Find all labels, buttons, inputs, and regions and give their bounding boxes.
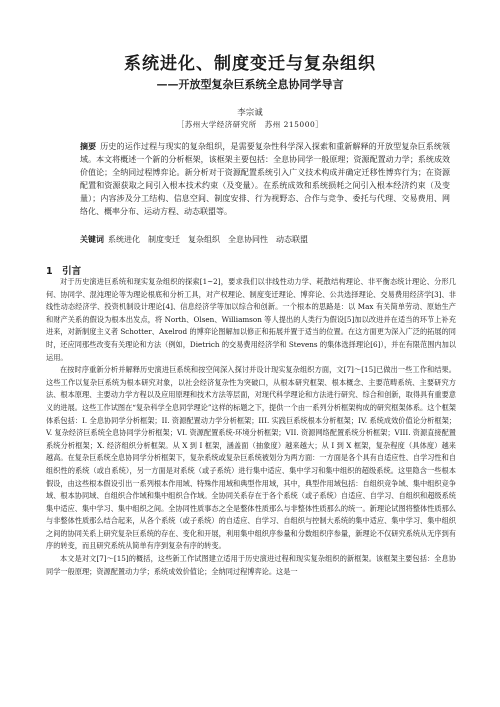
paper-title: 系统进化、制度变迁与复杂组织 (124, 54, 376, 74)
body-paragraph-1: 对于历史演进巨系统和现实复杂组织的探索[1~2]，要求我们以非线性动力学、耗散结构理论、非平衡态统计理论、分形几何、协同学、混沌理论等为理论根底和分析工具，对产权理论、制度变迁理论、博弈论、公共选择理论、交易费用经济学[3]、非线性动态经济学、投资机制设计理论[4]、信息经济学等加以综合和创新。一个根本的思路是：以 Max 有关简单劳动、原始生产和财产关系的假设为根本出发点，将 North、Olsen、Williamson 等人提出的人类行为假设[5]加以改进并在适当的环节上补充进来，对新制度主义者 Schotter、Axelrod 的博弈论图解加以修正和拓展并置于适当的位置。在这方面更为深入广泛的拓展的同时，还应同那些改变有关理论和方法（例如，Dietrich 的交易费用经济学和 Stevens 的集体选择理论[6]），并在有限范围内加以运用。 (46, 277, 456, 362)
abstract-text: 历史的运作过程与现实的复杂组织，是需要复杂性科学深入探索和重新解释的开放型复杂巨系统领域。本文将概述一个新的分析框架，该框架主要包括：全息协同学一般原理；资源配置动力学；系统成效价值论；全纳同过程博弈论。新分析对于资源配置系统引入广义技术构成并确定迁移性博弈行为；在资源配置和资源获取之间引入根本技术约束（及变量）。在系统成效和系统损耗之间引入根本经济约束（及变量）；内容涉及分工结构、信息空间、制度安排、行为视野态、合作与竞争、委托与代理、交易费用、网络化、概率分布、运动方程、动态联盟等。 (80, 142, 451, 216)
section-body (46, 276, 456, 578)
author-affiliation: ［苏州大学经济研究所 苏州 215000］ (176, 120, 324, 129)
paper-subtitle: ——开放型复杂巨系统全息协同学导言 (156, 78, 344, 91)
body-paragraph-2: 在按时序重新分析并解释历史演进巨系统和按空间深入探讨并设计现实复杂组织方面，文[7]～[15]已做出一些工作和结果。这些工作以复杂巨系统为根本研究对象，以社会经济复杂性为突破口，从根本研究框架、根本概念、主要范畴系统、主要研究方法、根本原理、主要动力学方程以及应用原理和技术方法等层面，对现代科学理论和方法进行研究、综合和创新，取得具有重要意义的进展。这些工作试图在“复杂科学全息同学理论”这样的标题之下，提供一个由一系列分析框架构成的研究框架体系。这个框架体系包括：I. 全息协同学分析框架；II. 资源配置动力学分析框架；III. 实践巨系统根本分析框架；IV. 系统成效价值论分析框架；V. 复杂经济巨系统全息协同学分析框架；VI. 资源配置系统-环境分析框架；VII. 资源网络配置系统分析框架；VIII. 资源直接配置系统分析框架；X. 经济组织分析框架。从 X 到 I 框架，涵盖面（抽象度）越来越大；从 I 到 X 框架，复杂程度（具体度）越来越高。在复杂巨系统全息协同学分析框架下，复杂系统或复杂巨系统被划分为两方面：一方面是各个具有自适应性、自学习性和自组织性的系统（或自系统），另一方面是对系统（或子系统）进行集中适应、集中学习和集中组织的超级系统。这里隐含一些根本假设，由这些根本假设引出一系列根本作用域、特殊作用域和典型作用域，其中，典型作用域包括：自组织竞争域、集中组织竞争域、根本协同域、自组织合作域和集中组织合作域。全协同关系存在于各个系统（或子系统）自适应、自学习、自组织和超级系统集中适应、集中学习、集中组织之间。全协同性质事态之全是整体性质那么与非整体性质那么的统一。新理论试图将整体性质那么与非整体性质那么结合起来，从各个系统（或子系统）的自适应、自学习、自组织与控制大系统的集中适应、集中学习、集中组织之间的协同关系上研究复杂巨系统的存在、变化和开展，利用集中组织序参量和分数组织序参量，新理论不仅研究系统从无序到有序的转变，而且研究系统从简单有序到复杂有序的转变。 (46, 365, 456, 551)
keywords-label: 关键词 (80, 235, 104, 244)
keywords-block (80, 234, 450, 247)
abstract-block (80, 141, 450, 218)
abstract-label: 摘要 (80, 142, 97, 151)
body-paragraph-3: 本文是对文[7]～[15]的概括，这些新工作试图建立适用于历史演进过程和现实复杂组织的新框架。该框架主要包括：全息协同学一般原理；资源配置动力学；系统成效价值论；全纳同过程博弈论。这是一 (46, 554, 456, 576)
section-heading: 1 引言 (46, 266, 82, 277)
keywords-text: 系统进化 制度变迁 复杂组织 全息协同性 动态联盟 (108, 235, 308, 244)
author-name: 李宗诚 (237, 108, 263, 118)
